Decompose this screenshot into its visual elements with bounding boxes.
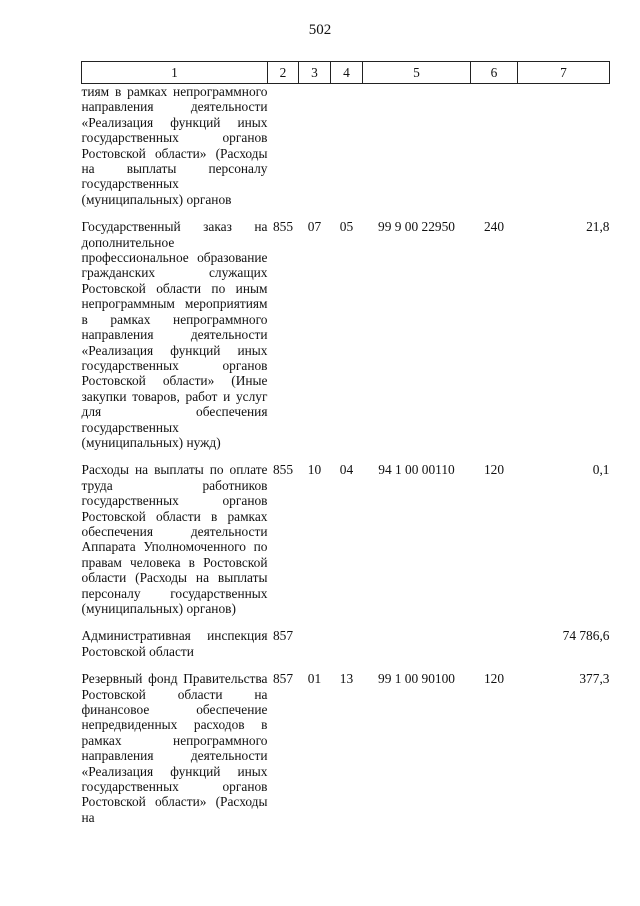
row-amount: 0,1 (592, 462, 610, 478)
column-header: 5 (363, 62, 471, 84)
row-code-ministry: 855 (272, 219, 294, 235)
row-code-subsection: 05 (339, 219, 354, 235)
row-code-expense-type: 120 (483, 462, 505, 478)
page-number: 502 (308, 22, 332, 38)
row-gap (82, 616, 610, 628)
row-gap (82, 207, 610, 219)
row-description: Резервный фонд Правительства Ростовской области на финансовое обеспечение непредвиденных расходов в рамках непрограммного направления деятельности «Реализация функций иных государственных органов Ростовской области» (Расходы на (81, 671, 268, 825)
row-description: Государственный заказ на дополнительное профессиональное образование гражданских служащих Ростовской области по иным непрограммным мероприятиям в рамках непрограммного направления деятельности «Реализация функций иных государственных органов Ростовской области» (Иные закупки товаров, работ и услуг для обеспечения государственных (муниципальных) нужд) (81, 219, 268, 450)
row-code-section (299, 84, 331, 208)
column-header: 3 (299, 62, 331, 84)
row-amount (518, 84, 610, 208)
column-header: 2 (268, 62, 299, 84)
row-gap (82, 450, 610, 462)
row-amount: 74 786,6 (562, 628, 610, 644)
row-code-ministry: 857 (272, 671, 294, 687)
column-header: 1 (82, 62, 268, 84)
row-code-section: 07 (307, 219, 322, 235)
row-description: Административная инспекция Ростовской области (81, 628, 268, 659)
row-code-ministry (268, 84, 299, 208)
row-code-ministry: 855 (272, 462, 294, 478)
row-code-section: 10 (307, 462, 322, 478)
row-code-expense-type: 120 (483, 671, 505, 687)
row-code-target: 94 1 00 00110 (378, 462, 455, 478)
row-code-target (363, 84, 471, 208)
table-row (82, 84, 610, 208)
row-code-expense-type (471, 84, 518, 208)
table-row (82, 671, 610, 825)
row-gap (82, 659, 610, 671)
row-code-section: 01 (307, 671, 322, 687)
row-code-subsection: 04 (339, 462, 354, 478)
row-amount: 21,8 (586, 219, 610, 235)
budget-table (81, 61, 610, 825)
row-code-subsection (331, 84, 363, 208)
row-description: Расходы на выплаты по оплате труда работников государственных органов Ростовской области в рамках обеспечения деятельности Аппарата Уполномоченного по правам человека в Ростовской области (Расходы на выплаты персоналу государственных (муниципальных) органов) (81, 462, 268, 616)
row-code-expense-type (471, 628, 518, 659)
row-code-target (363, 628, 471, 659)
table-row (82, 462, 610, 616)
row-code-expense-type: 240 (483, 219, 505, 235)
row-code-target: 99 9 00 22950 (378, 219, 455, 235)
row-amount: 377,3 (579, 671, 610, 687)
row-description: тиям в рамках непрограммного направления деятельности «Реализация функций иных государственных органов Ростовской области» (Расходы на выплаты персоналу государственных (муниципальных) органов (81, 84, 268, 207)
row-code-subsection: 13 (339, 671, 354, 687)
column-header: 7 (518, 62, 610, 84)
table-row (82, 628, 610, 659)
column-header: 6 (471, 62, 518, 84)
header-row (82, 62, 610, 84)
row-code-section (299, 628, 331, 659)
row-code-ministry: 857 (272, 628, 294, 644)
column-header: 4 (331, 62, 363, 84)
row-code-target: 99 1 00 90100 (378, 671, 455, 687)
table-row (82, 219, 610, 450)
row-code-subsection (331, 628, 363, 659)
